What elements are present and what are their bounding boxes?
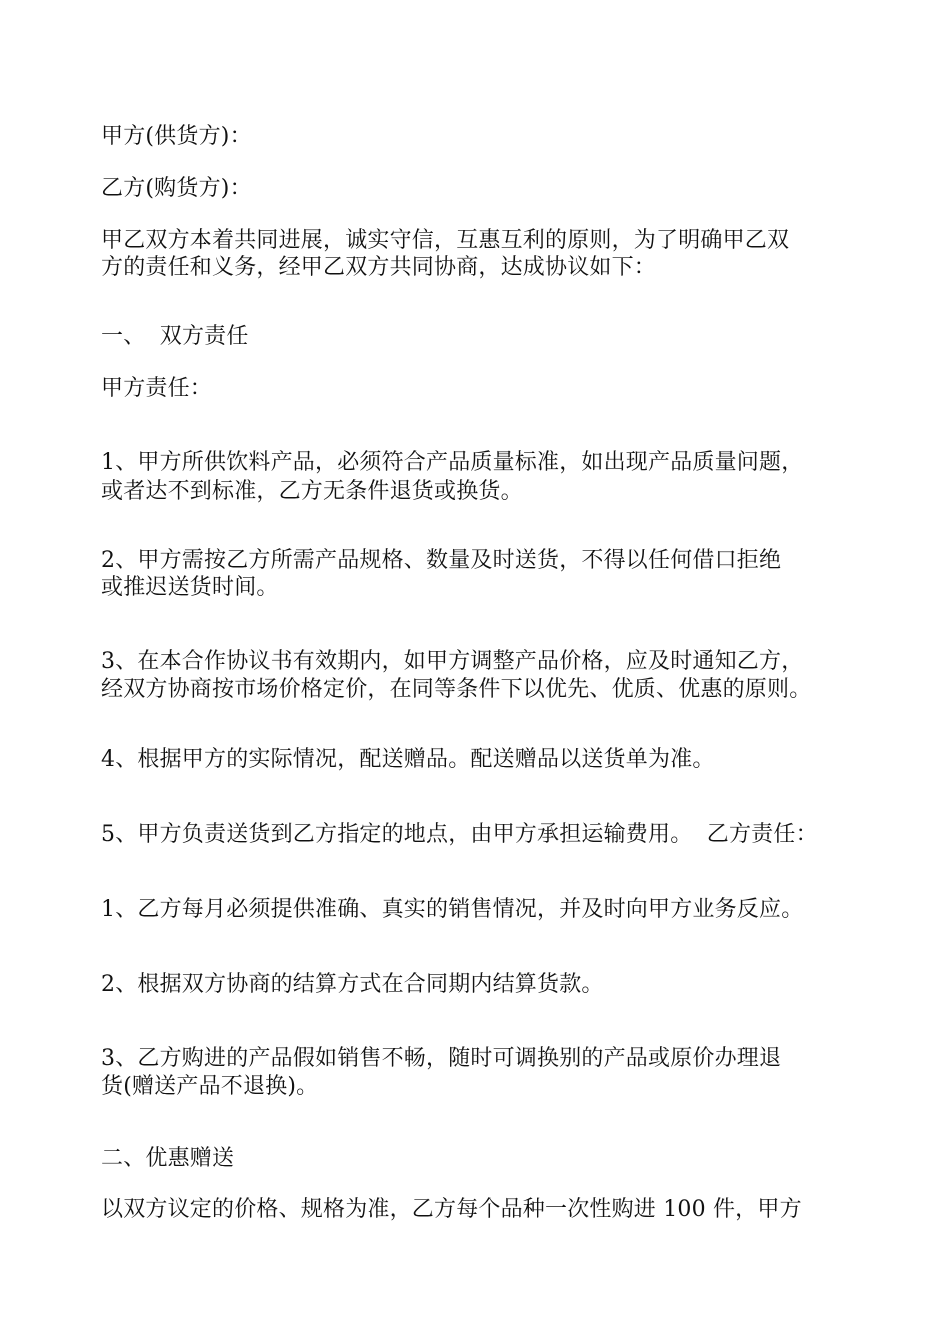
party-b-line: 乙方(购货方)：: [101, 176, 252, 201]
section-1-heading: 一、 双方责任: [101, 324, 249, 349]
a2-line-1: 2、甲方需按乙方所需产品规格、数量及时送货，不得以任何借口拒绝: [101, 548, 782, 573]
a1-line-2: 或者达不到标准，乙方无条件退货或换货。: [101, 479, 523, 504]
party-a-line: 甲方(供货方)：: [101, 124, 252, 149]
a5-line: 5、甲方负责送货到乙方指定的地点，由甲方承担运输费用。 乙方责任：: [101, 822, 818, 847]
s2-line-1: 以双方议定的价格、规格为准，乙方每个品种一次性购进 100 件，甲方: [101, 1197, 802, 1222]
b3-line-1: 3、乙方购进的产品假如销售不畅，随时可调换别的产品或原价办理退: [101, 1046, 782, 1071]
b2-line: 2、根据双方协商的结算方式在合同期内结算货款。: [101, 972, 604, 997]
a4-line: 4、根据甲方的实际情况，配送赠品。配送赠品以送货单为准。: [101, 747, 715, 772]
intro-line-2: 方的责任和义务，经甲乙双方共同协商，达成协议如下：: [101, 255, 657, 280]
a3-line-2: 经双方协商按市场价格定价，在同等条件下以优先、优质、优惠的原则。: [101, 677, 812, 702]
a2-line-2: 或推迟送货时间。: [101, 575, 279, 600]
party-a-duties-heading: 甲方责任：: [101, 376, 213, 401]
intro-line-1: 甲乙双方本着共同进展，诚实守信，互惠互利的原则，为了明确甲乙双: [101, 228, 790, 253]
b3-line-2: 货(赠送产品不退换)。: [101, 1074, 319, 1099]
b1-line: 1、乙方每月必须提供准确、真实的销售情况，并及时向甲方业务反应。: [101, 897, 804, 922]
a3-line-1: 3、在本合作协议书有效期内，如甲方调整产品价格，应及时通知乙方，: [101, 649, 804, 674]
a1-line-1: 1、甲方所供饮料产品，必须符合产品质量标准，如出现产品质量问题，: [101, 450, 804, 475]
section-2-heading: 二、优惠赠送: [101, 1146, 235, 1171]
